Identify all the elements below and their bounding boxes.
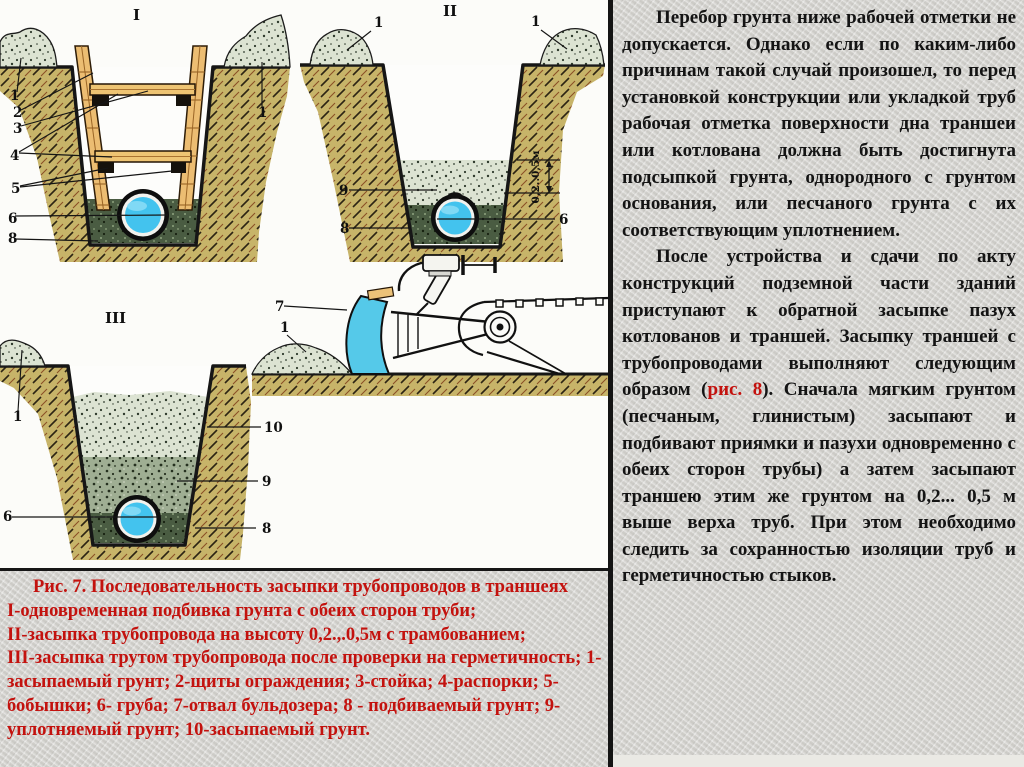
block [171,162,186,173]
paragraph-1: Перебор грунта ниже рабочей отметки не допускается. Однако если по каким-либо причинам такой случай произошел, то перед установкой конструкции или укладкой труб рабочая отметка поверхности дна траншеи или котлована должна быть достигнута подсыпкой грунта, однородного с грунтом основания, или песчаного грунта с их соответствующим уплотнением. [622,7,1016,241]
callout-8: 8 [262,521,272,537]
callout-10: 10 [264,420,283,436]
diagram-1-shored-trench [0,6,290,262]
callout-9: 9 [339,183,349,199]
caption-item-I: I-одновременная подбивка грунта с обеих сторон труби; [7,600,477,621]
theory-text-panel [608,0,1024,767]
spoil-heap-right [540,29,604,65]
trench-diagrams [0,0,608,568]
caption-item-II: II-засыпка трубопровода на высоту 0,2.,.0,5м с трамбованием; [7,624,526,645]
slide-bottom-edge [613,755,1024,767]
spoil-heap-left [310,30,373,65]
numeral-I: I [133,6,141,24]
callout-8: 8 [340,221,350,237]
figure-reference: рис. 8 [707,379,763,401]
callout-1: 1 [13,409,23,425]
callout-4: 4 [10,148,20,164]
bulldozer-figure [252,255,608,396]
callout-9: 9 [262,474,272,490]
block [98,162,114,173]
figure-caption [0,568,608,767]
numeral-III: III [105,309,127,327]
callout-1-right: 1 [531,14,541,30]
caption-legend: III-засыпка трутом трубопровода после проверки на герметичность; 1-засыпаемый грунт; 2-щиты ограждения; 3-стойка; 4-распорки; 5-бобышки; 6- груба; 7-отвал бульдозера; 8 - подбиваемый грунт; 9-уплотняемый грунт; 10-засыпаемый грунт. [7,648,602,740]
callout-6: 6 [3,509,13,525]
loose-fill-layer-10 [73,391,209,457]
callout-1-right: 1 [258,105,268,121]
callout-6: 6 [8,211,18,227]
dozer-blade [346,296,389,374]
spoil-heap-left [0,28,57,67]
ground-strip [252,374,608,396]
diagram-2-backfilled-trench [300,2,605,262]
diagram-3-filled-trench [0,309,283,560]
blade-bracket [368,287,394,300]
callout-1: 1 [10,88,20,104]
callout-2: 2 [13,105,23,121]
callout-1-left: 1 [374,15,384,31]
callout-8: 8 [8,231,18,247]
spoil-heap-right [224,15,290,67]
callout-6: 6 [559,212,569,228]
callout-5: 5 [11,181,21,197]
callout-7: 7 [275,299,285,315]
numeral-II: II [443,2,458,20]
block [176,95,191,106]
dimension-label: 0,2..0,5м [530,150,542,204]
push-frame [391,312,500,358]
pipe [113,495,161,543]
wheel-hub [485,312,516,343]
paragraph-2: После устройства и сдачи по акту конструкций подземной части зданий приступают к обратной засыпке пазух котлованов и траншей. Засыпку траншей с трубопроводами выполняют следующим образом (рис. 8). Сначала мягким грунтом (песчаным, глинистым) засыпают и подбивают приямки и пазухи одновременно с обеих сторон трубы) а затем засыпают траншею этим же грунтом на 0,2... 0,5 м выше верха труб. При этом необходимо следить за сохранностью изоляции труб и герметичностью стыков. [622,246,1016,587]
spoil-heap-left [0,340,45,366]
callout-3: 3 [13,121,23,137]
caption-title: Рис. 7. Последовательность засыпки трубопроводов в траншеях [33,577,568,597]
callout-1: 1 [280,320,290,336]
